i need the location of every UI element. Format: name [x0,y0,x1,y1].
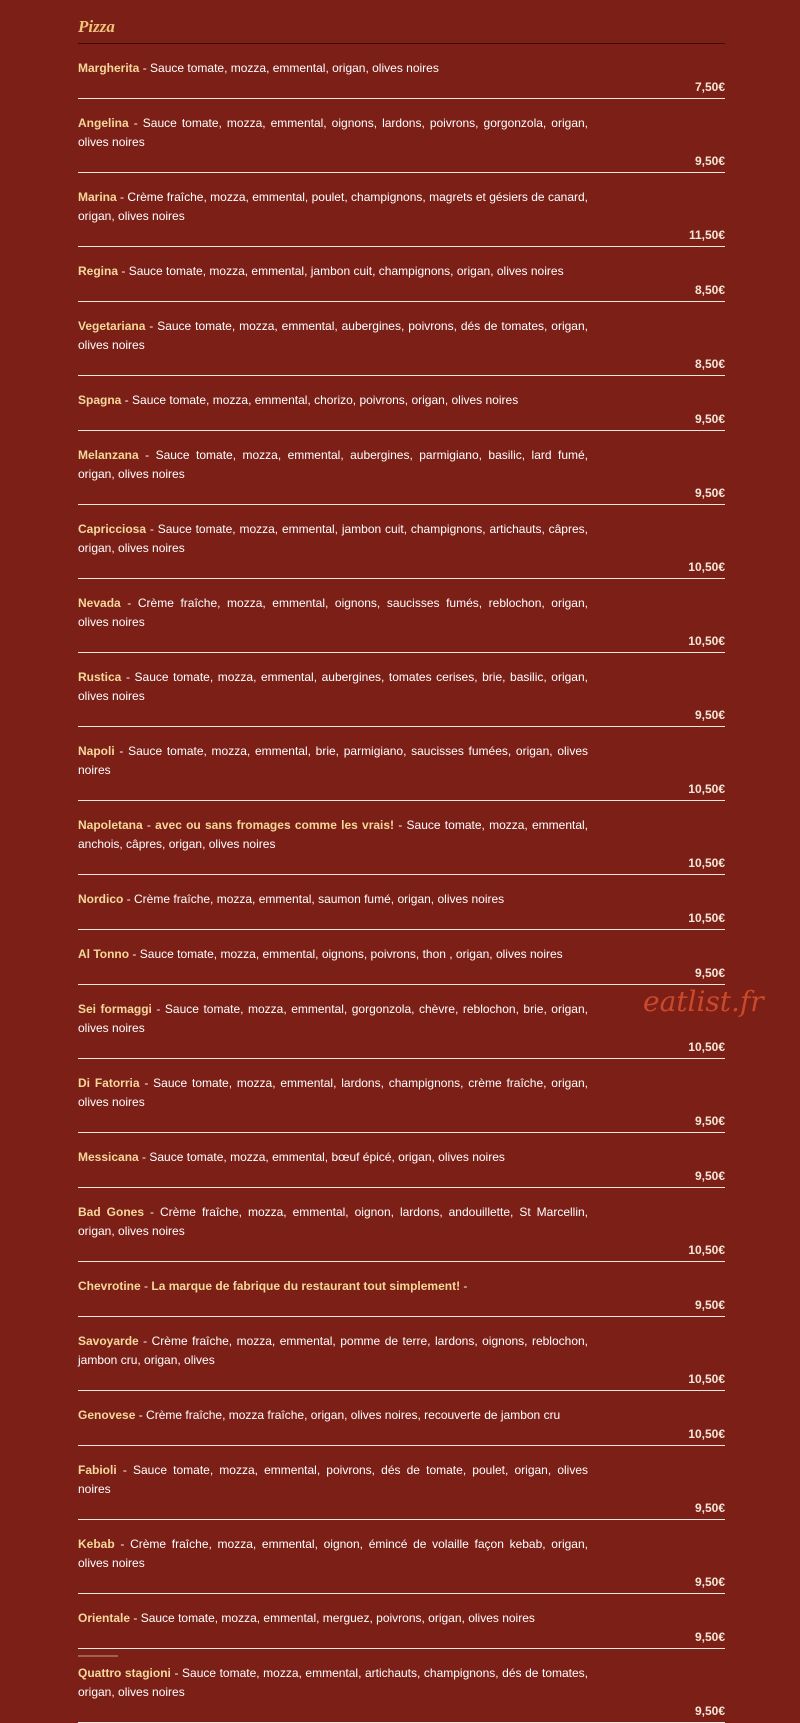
menu-item-price: 10,50€ [688,911,725,925]
menu-item-ingredients: Crème fraîche, mozza fraîche, origan, olives noires, recouverte de jambon cru [146,1408,561,1422]
menu-item-description: Napoli - Sauce tomate, mozza, emmental, brie, parmigiano, saucisses fumées, origan, olives noires [78,744,588,777]
menu-item-ingredients: Sauce tomate, mozza, emmental, oignons, poivrons, thon , origan, olives noires [139,947,563,961]
menu-item-name: Kebab [78,1537,115,1551]
menu-item-name: Genovese [78,1408,136,1422]
menu-item-ingredients: Sauce tomate, mozza, emmental, origan, olives noires [150,61,439,75]
menu-item-ingredients: Sauce tomate, mozza, emmental, lardons, champignons, crème fraîche, origan, olives noires [78,1076,588,1109]
menu-item-name: Quattro stagioni [78,1666,171,1680]
menu-item-ingredients: Sauce tomate, mozza, emmental, jambon cuit, champignons, origan, olives noires [128,264,564,278]
menu-item [78,985,725,1059]
menu-item-description: Savoyarde - Crème fraîche, mozza, emmental, pomme de terre, lardons, oignons, reblochon, jambon cru, origan, olives [78,1334,589,1367]
menu-item-price: 9,50€ [694,966,725,980]
menu-item [78,1188,725,1262]
menu-item-price: 10,50€ [688,560,725,574]
menu-item-ingredients: Sauce tomate, mozza, emmental, aubergines, poivrons, dés de tomates, origan, olives noires [78,319,588,352]
menu-item-price: 9,50€ [694,1298,725,1312]
menu-item-description: Al Tonno - Sauce tomate, mozza, emmental, oignons, poivrons, thon , origan, olives noires [78,947,563,961]
menu-item-price: 9,50€ [694,1114,725,1128]
menu-item [78,99,725,173]
menu-item-name: Bad Gones [78,1205,144,1219]
menu-item-price: 9,50€ [694,1169,725,1183]
menu-item-description: Melanzana - Sauce tomate, mozza, emmental, aubergines, parmigiano, basilic, lard fumé, origan, olives noires [78,448,588,481]
menu-item-price: 10,50€ [688,1040,725,1054]
menu-item [78,579,725,653]
menu-item-name: Angelina [78,116,129,130]
menu-item-price: 9,50€ [694,1630,725,1644]
menu-item-description: Orientale - Sauce tomate, mozza, emmental, merguez, poivrons, origan, olives noires [78,1611,535,1625]
menu-item-name: Nevada [78,596,121,610]
menu-item-description: Quattro stagioni - Sauce tomate, mozza, emmental, artichauts, champignons, dés de tomates, origan, olives noires [78,1666,589,1699]
menu-item-tagline: avec ou sans fromages comme les vrais! [155,818,395,832]
menu-item-price: 10,50€ [688,1427,725,1441]
menu-item-ingredients: Sauce tomate, mozza, emmental, artichauts, champignons, dés de tomates, origan, olives noires [78,1666,589,1699]
menu-item-name: Nordico [78,892,124,906]
menu-item-price: 9,50€ [694,412,725,426]
menu-item-name: Margherita [78,61,140,75]
menu-item [78,1649,725,1723]
menu-item-ingredients: Sauce tomate, mozza, emmental, brie, parmigiano, saucisses fumées, origan, olives noires [78,744,588,777]
menu-item-price: 10,50€ [688,1372,725,1386]
menu-item [78,930,725,985]
menu-item-name: Napoli [78,744,115,758]
menu-item-name: Vegetariana [78,319,146,333]
watermark: eatlist.fr [643,985,764,1018]
menu-item-price: 7,50€ [694,80,725,94]
menu-item-ingredients: Crème fraîche, mozza, emmental, oignon, émincé de volaille façon kebab, origan, olives noires [78,1537,588,1570]
menu-item-description: Marina - Crème fraîche, mozza, emmental, poulet, champignons, magrets et gésiers de canard, origan, olives noires [78,190,588,223]
menu-item-ingredients: Sauce tomate, mozza, emmental, oignons, lardons, poivrons, gorgonzola, origan, olives noires [78,116,589,149]
menu-item-description: Di Fatorria - Sauce tomate, mozza, emmental, lardons, champignons, crème fraîche, origan, olives noires [78,1076,588,1109]
menu-item-name: Fabioli [78,1463,117,1477]
menu-item-ingredients: Sauce tomate, mozza, emmental, bœuf épicé, origan, olives noires [149,1150,505,1164]
menu-item-price: 9,50€ [694,1575,725,1589]
menu-item [78,875,725,930]
menu-item-ingredients: Crème fraîche, mozza, emmental, oignon, lardons, andouillette, St Marcellin, origan, olives noires [78,1205,588,1238]
menu-item-price: 10,50€ [688,1243,725,1257]
menu-item-price: 10,50€ [688,856,725,870]
menu-item-description: Bad Gones - Crème fraîche, mozza, emmental, oignon, lardons, andouillette, St Marcellin, origan, olives noires [78,1205,588,1238]
menu-item [78,431,725,505]
menu-item-description: Kebab - Crème fraîche, mozza, emmental, oignon, émincé de volaille façon kebab, origan, olives noires [78,1537,588,1570]
menu-item [78,1446,725,1520]
menu-item-ingredients: Sauce tomate, mozza, emmental, anchois, câpres, origan, olives noires [78,818,589,851]
menu-item-description: Capricciosa - Sauce tomate, mozza, emmental, jambon cuit, champignons, artichauts, câpres, origan, olives noires [78,522,588,555]
menu-item-price: 11,50€ [688,228,725,242]
menu-item [78,1594,725,1649]
menu-item-description: Chevrotine - La marque de fabrique du restaurant tout simplement! - [78,1279,468,1293]
menu-item [78,1262,725,1317]
menu-item-description: Messicana - Sauce tomate, mozza, emmental, bœuf épicé, origan, olives noires [78,1150,505,1164]
menu-item-description: Fabioli - Sauce tomate, mozza, emmental, poivrons, dés de tomate, poulet, origan, olives noires [78,1463,588,1496]
menu-item-description: Regina - Sauce tomate, mozza, emmental, jambon cuit, champignons, origan, olives noires [78,264,564,278]
menu-item [78,1059,725,1133]
menu-item-name: Regina [78,264,119,278]
menu-item-name: Messicana [78,1150,139,1164]
menu-item-list [78,44,725,1723]
menu-item-name: Spagna [78,393,122,407]
menu-item-name: Savoyarde [78,1334,139,1348]
menu-item-ingredients: Sauce tomate, mozza, emmental, merguez, poivrons, origan, olives noires [140,1611,535,1625]
menu-item-name: Sei formaggi [78,1002,152,1016]
menu-item-ingredients: Crème fraîche, mozza, emmental, oignons, saucisses fumés, reblochon, origan, olives noires [78,596,588,629]
menu-item-price: 10,50€ [688,634,725,648]
menu-item-name: Orientale [78,1611,131,1625]
pizza-menu [78,16,725,1723]
menu-item-description: Genovese - Crème fraîche, mozza fraîche, origan, olives noires, recouverte de jambon cru [78,1408,561,1422]
menu-item-name: Rustica [78,670,122,684]
menu-item-price: 10,50€ [688,782,725,796]
menu-item-price: 8,50€ [694,283,725,297]
menu-item-ingredients: Crème fraîche, mozza, emmental, poulet, champignons, magrets et gésiers de canard, origan, olives noires [78,190,588,223]
menu-item-ingredients: Sauce tomate, mozza, emmental, poivrons, dés de tomate, poulet, origan, olives noires [78,1463,588,1496]
menu-item-name: Al Tonno [78,947,130,961]
menu-item-tagline: La marque de fabrique du restaurant tout simplement! [151,1279,461,1293]
menu-item-description: Margherita - Sauce tomate, mozza, emmental, origan, olives noires [78,61,439,75]
menu-item [78,801,725,875]
menu-item-description: Vegetariana - Sauce tomate, mozza, emmental, aubergines, poivrons, dés de tomates, origan, olives noires [78,319,588,352]
menu-item [78,1391,725,1446]
menu-item-ingredients: Sauce tomate, mozza, emmental, jambon cuit, champignons, artichauts, câpres, origan, olives noires [78,522,588,555]
menu-item [78,727,725,801]
menu-item-name: Marina [78,190,117,204]
menu-item-name: Melanzana [78,448,139,462]
menu-item-ingredients: Sauce tomate, mozza, emmental, aubergines, parmigiano, basilic, lard fumé, origan, olives noires [78,448,588,481]
menu-item [78,173,725,247]
menu-item-price: 9,50€ [694,154,725,168]
menu-item-price: 9,50€ [694,486,725,500]
menu-item-description: Spagna - Sauce tomate, mozza, emmental, chorizo, poivrons, origan, olives noires [78,393,519,407]
menu-item-ingredients: Crème fraîche, mozza, emmental, saumon fumé, origan, olives noires [134,892,505,906]
menu-item [78,302,725,376]
menu-item [78,1317,725,1391]
menu-item-price: 9,50€ [694,1704,725,1718]
next-item-fragment [78,1655,118,1657]
menu-item-name: Di Fatorria [78,1076,140,1090]
menu-item-price: 9,50€ [694,708,725,722]
menu-item [78,653,725,727]
menu-item-description: Napoletana - avec ou sans fromages comme les vrais! - Sauce tomate, mozza, emmental, anchois, câpres, origan, olives noires [78,818,589,851]
menu-item [78,1133,725,1188]
menu-item-description: Sei formaggi - Sauce tomate, mozza, emmental, gorgonzola, chèvre, reblochon, brie, origan, olives noires [78,1002,588,1035]
menu-item-ingredients: Sauce tomate, mozza, emmental, chorizo, poivrons, origan, olives noires [132,393,519,407]
menu-item [78,247,725,302]
menu-item-price: 8,50€ [694,357,725,371]
menu-item [78,376,725,431]
menu-item [78,505,725,579]
menu-item [78,44,725,99]
menu-item-price: 9,50€ [694,1501,725,1515]
menu-item [78,1520,725,1594]
menu-item-description: Rustica - Sauce tomate, mozza, emmental, aubergines, tomates cerises, brie, basilic, origan, olives noires [78,670,588,703]
menu-item-description: Nevada - Crème fraîche, mozza, emmental, oignons, saucisses fumés, reblochon, origan, olives noires [78,596,588,629]
menu-item-name: Napoletana [78,818,143,832]
menu-item-name: Capricciosa [78,522,147,536]
menu-item-name: Chevrotine [78,1279,141,1293]
menu-item-description: Angelina - Sauce tomate, mozza, emmental, oignons, lardons, poivrons, gorgonzola, origan, olives noires [78,116,589,149]
menu-item-description: Nordico - Crème fraîche, mozza, emmental, saumon fumé, origan, olives noires [78,892,505,906]
menu-item-ingredients: Sauce tomate, mozza, emmental, aubergines, tomates cerises, brie, basilic, origan, olives noires [78,670,588,703]
menu-item-ingredients: Crème fraîche, mozza, emmental, pomme de terre, lardons, oignons, reblochon, jambon cru, origan, olives [78,1334,589,1367]
section-title: Pizza [78,16,725,44]
menu-item-ingredients: Sauce tomate, mozza, emmental, gorgonzola, chèvre, reblochon, brie, origan, olives noires [78,1002,588,1035]
